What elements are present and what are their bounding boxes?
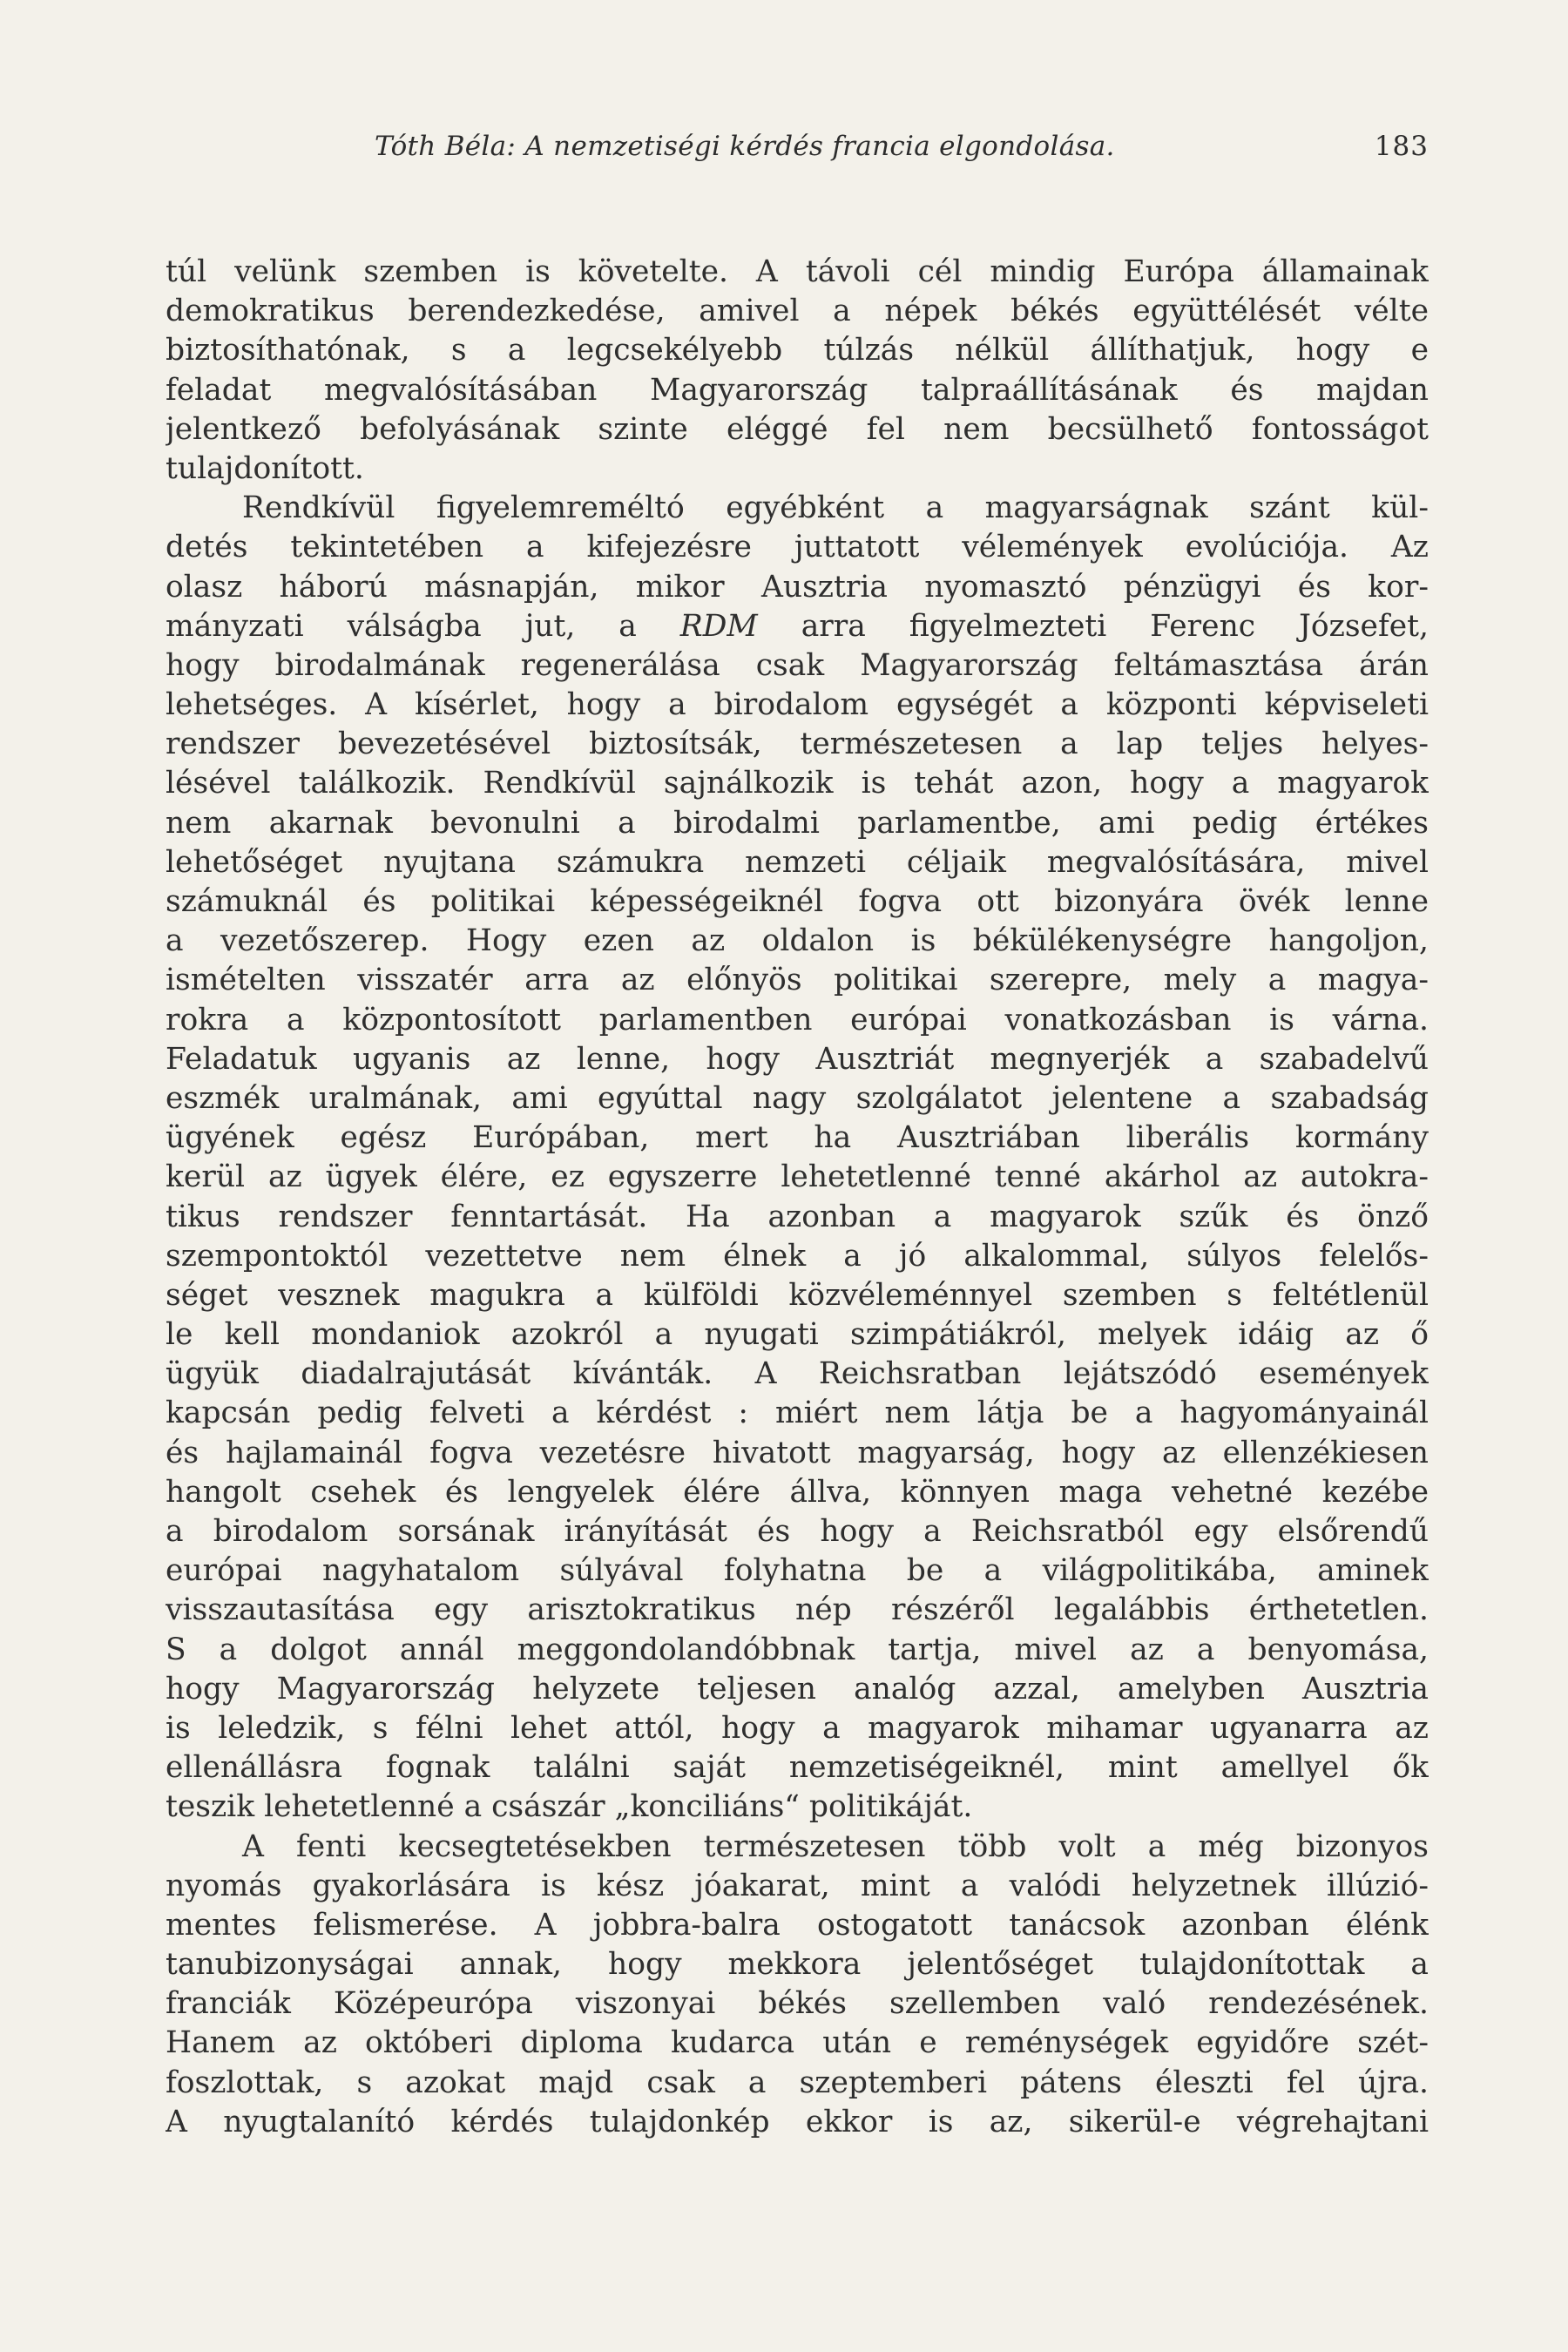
text-line: Rendkívül figyelemreméltó egyébként a magyarságnak szánt kül-: [242, 490, 1429, 526]
text-line: nyomás gyakorlására is kész jóakarat, mint a valódi helyzetnek illúzió-: [166, 1868, 1429, 1903]
text-line: tikus rendszer fenntartását. Ha azonban a magyarok szűk és önző: [166, 1199, 1429, 1234]
text-line: is leledzik, s félni lehet attól, hogy a magyarok mihamar ugyanarra az: [166, 1710, 1429, 1746]
text-line: S a dolgot annál meggondolandóbbnak tartja, mivel az a benyomása,: [166, 1632, 1429, 1667]
text-line: hogy Magyarország helyzete teljesen analóg azzal, amelyben Ausztria: [166, 1671, 1429, 1707]
text-line: detés tekintetében a kifejezésre juttatott vélemények evolúciója. Az: [166, 530, 1429, 565]
text-line: demokratikus berendezkedése, amivel a népek békés együttélését vélte: [166, 294, 1429, 329]
text-line: eszmék uralmának, ami egyúttal nagy szolgálatot jelentene a szabadság: [166, 1080, 1429, 1116]
text-line: feladat megvalósításában Magyarország talpraállításának és majdan: [166, 372, 1429, 408]
text-line: tulajdonított.: [166, 450, 364, 486]
text-line: a vezetőszerep. Hogy ezen az oldalon is békülékenységre hangoljon,: [166, 923, 1429, 959]
text-line: lehetőséget nyujtana számukra nemzeti céljaik megvalósítására, mivel: [166, 844, 1429, 880]
text-line: franciák Középeurópa viszonyai békés szellemben való rendezésének.: [166, 1986, 1429, 2022]
text-line: lésével találkozik. Rendkívül sajnálkozik is tehát azon, hogy a magyarok: [166, 766, 1429, 801]
text-line: séget vesznek magukra a külföldi közvéleménnyel szemben s feltétlenül: [166, 1277, 1429, 1313]
text-line: foszlottak, s azokat majd csak a szeptemberi pátens éleszti fel újra.: [166, 2065, 1429, 2100]
text-line: túl velünk szemben is követelte. A távoli cél mindig Európa államainak: [166, 254, 1429, 289]
running-head: [166, 131, 1429, 174]
text-line: jelentkező befolyásának szinte eléggé fel nem becsülhető fontosságot: [166, 411, 1429, 447]
text-line: A nyugtalanító kérdés tulajdonkép ekkor is az, sikerül-e végrehajtani: [166, 2104, 1429, 2139]
text-line: ügyének egész Európában, mert ha Ausztriában liberális kormány: [166, 1120, 1429, 1156]
text-line: ellenállásra fognak találni saját nemzetiségeiknél, mint amellyel ők: [166, 1750, 1429, 1786]
text-line: számuknál és politikai képességeiknél fogva ott bizonyára övék lenne: [166, 884, 1429, 919]
text-line: tanubizonyságai annak, hogy mekkora jelentőséget tulajdonítottak a: [166, 1947, 1429, 1983]
running-title: Tóth Béla: A nemzetiségi kérdés francia elgondolása.: [375, 131, 1115, 162]
text-line: teszik lehetetlenné a császár „konciliáns“ politikáját.: [166, 1789, 973, 1825]
text-line: rendszer bevezetésével biztosítsák, természetesen a lap teljes helyes-: [166, 727, 1429, 762]
text-line: Hanem az októberi diploma kudarca után e reménységek egyidőre szét-: [166, 2025, 1429, 2061]
text-line: visszautasítása egy arisztokratikus nép részéről legalábbis érthetetlen.: [166, 1592, 1429, 1628]
text-line: ügyük diadalrajutását kívánták. A Reichsratban lejátszódó események: [166, 1356, 1429, 1392]
text-line: nem akarnak bevonulni a birodalmi parlamentbe, ami pedig értékes: [166, 805, 1429, 841]
page-number: 183: [1374, 131, 1429, 162]
text-line: le kell mondaniok azokról a nyugati szimpátiákról, melyek idáig az ő: [166, 1317, 1429, 1353]
text-line: a birodalom sorsának irányítását és hogy a Reichsratból egy elsőrendű: [166, 1514, 1429, 1549]
text-line: mentes felismerése. A jobbra-balra ostogatott tanácsok azonban élénk: [166, 1907, 1429, 1943]
text-line: mányzati válságba jut, a RDM arra figyelmezteti Ferenc Józsefet,: [166, 608, 1429, 644]
journal-abbreviation: RDM: [679, 608, 758, 644]
text-line: rokra a központosított parlamentben európai vonatkozásban is várna.: [166, 1002, 1429, 1037]
text-line: ismételten visszatér arra az előnyös politikai szerepre, mely a magya-: [166, 963, 1429, 998]
text-line: lehetséges. A kísérlet, hogy a birodalom egységét a központi képviseleti: [166, 687, 1429, 723]
text-line: kapcsán pedig felveti a kérdést : miért nem látja be a hagyományainál: [166, 1396, 1429, 1431]
text-line: hangolt csehek és lengyelek élére állva, könnyen maga vehetné kezébe: [166, 1474, 1429, 1510]
text-line: A fenti kecsegtetésekben természetesen több volt a még bizonyos: [242, 1828, 1429, 1864]
text-line: hogy birodalmának regenerálása csak Magyarország feltámasztása árán: [166, 647, 1429, 683]
text-line: biztosíthatónak, s a legcsekélyebb túlzás nélkül állíthatjuk, hogy e: [166, 333, 1429, 368]
body-text: [166, 253, 1429, 2142]
text-line: európai nagyhatalom súlyával folyhatna be a világpolitikába, aminek: [166, 1553, 1429, 1589]
text-line: szempontoktól vezettetve nem élnek a jó alkalommal, súlyos felelős-: [166, 1238, 1429, 1274]
text-line: olasz háború másnapján, mikor Ausztria nyomasztó pénzügyi és kor-: [166, 569, 1429, 605]
text-line: kerül az ügyek élére, ez egyszerre lehetetlenné tenné akárhol az autokra-: [166, 1159, 1429, 1195]
text-line: és hajlamainál fogva vezetésre hivatott magyarság, hogy az ellenzékiesen: [166, 1435, 1429, 1470]
text-line: Feladatuk ugyanis az lenne, hogy Ausztriát megnyerjék a szabadelvű: [166, 1041, 1429, 1077]
